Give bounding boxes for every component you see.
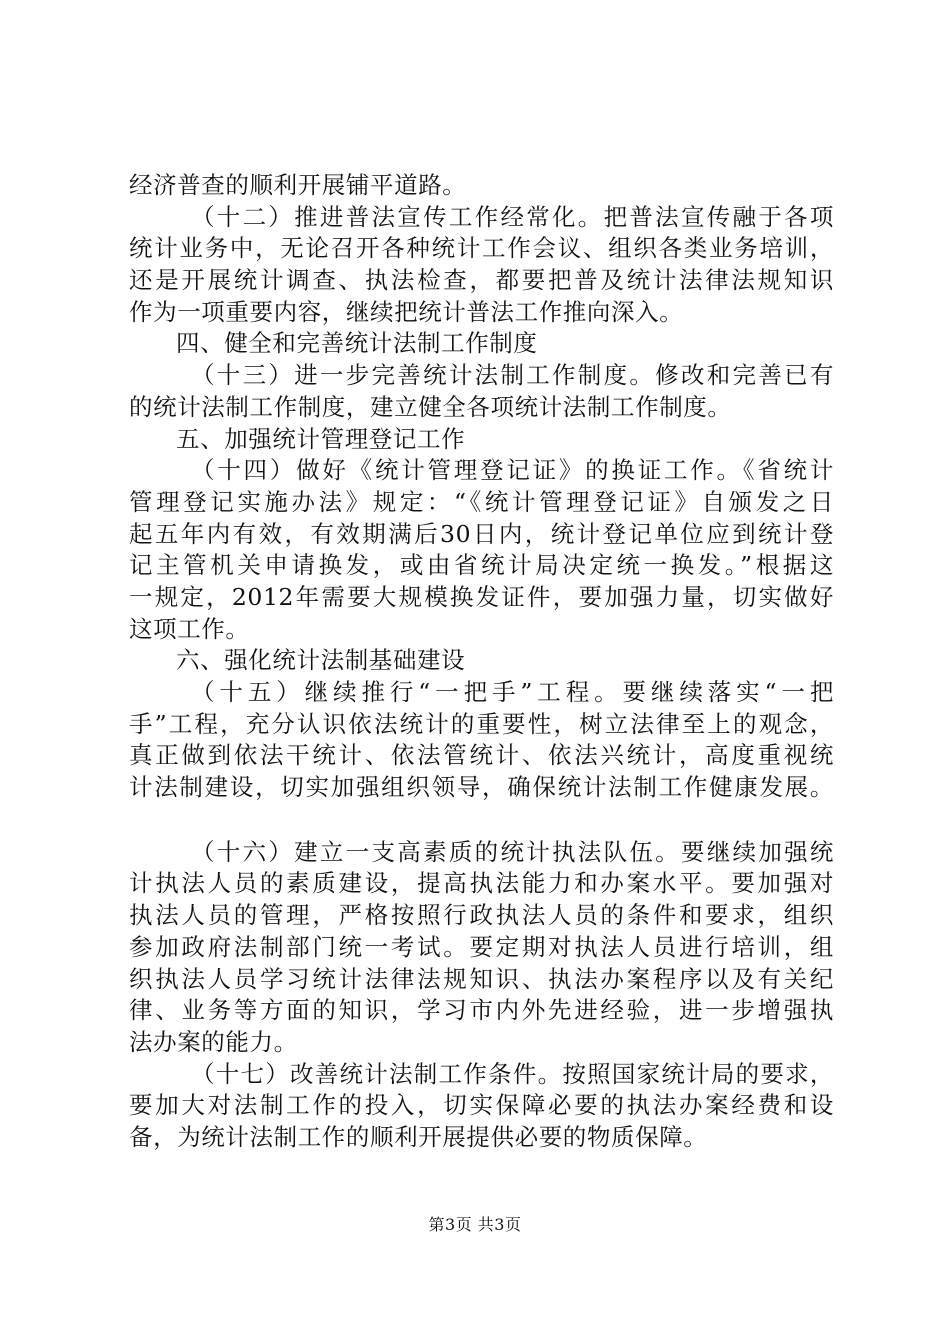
text-line: 管理登记实施办法》规定：“《统计管理登记证》自颁发之日 bbox=[129, 487, 834, 516]
section-heading-6: 六、强化统计法制基础建设 bbox=[176, 646, 466, 675]
paragraph-15-line: （十五）继续推行“一把手”工程。要继续落实“一把 bbox=[191, 678, 834, 706]
text-line: 要加大对法制工作的投入，切实保障必要的执法办案经费和设 bbox=[129, 1091, 834, 1120]
text-line: 还是开展统计调查、执法检查，都要把普及统计法律法规知识 bbox=[129, 266, 834, 295]
text-line: 作为一项重要内容，继续把统计普法工作推向深入。 bbox=[129, 297, 684, 326]
text-line: 手”工程，充分认识依法统计的重要性，树立法律至上的观念， bbox=[129, 709, 834, 738]
paragraph-17-line: （十七）改善统计法制工作条件。按照国家统计局的要求， bbox=[191, 1059, 834, 1088]
text-line: 真正做到依法干统计、依法管统计、依法兴统计，高度重视统 bbox=[129, 741, 834, 770]
text-line: 律、业务等方面的知识，学习市内外先进经验，进一步增强执 bbox=[129, 996, 834, 1025]
text-line: 经济普查的顺利开展铺平道路。 bbox=[129, 171, 467, 199]
text-line: 的统计法制工作制度，建立健全各项统计法制工作制度。 bbox=[129, 392, 732, 421]
paragraph-16-line: （十六）建立一支高素质的统计执法队伍。要继续加强统 bbox=[191, 837, 834, 866]
text-line: 计执法人员的素质建设，提高执法能力和办案水平。要加强对 bbox=[129, 869, 834, 898]
paragraph-14-line: （十四）做好《统计管理登记证》的换证工作。《省统计 bbox=[191, 456, 834, 485]
text-line: 法办案的能力。 bbox=[129, 1027, 298, 1056]
text-line: 备，为统计法制工作的顺利开展提供必要的物质保障。 bbox=[129, 1122, 708, 1151]
text-line: 计法制建设，切实加强组织领导，确保统计法制工作健康发展。 bbox=[129, 773, 834, 802]
section-heading-4: 四、健全和完善统计法制工作制度 bbox=[176, 329, 538, 358]
text-line: 记主管机关申请换发，或由省统计局决定统一换发。”根据这 bbox=[129, 551, 834, 580]
text-line: 执法人员的管理，严格按照行政执法人员的条件和要求，组织 bbox=[129, 901, 834, 930]
paragraph-gap bbox=[129, 804, 834, 837]
section-heading-5: 五、加强统计管理登记工作 bbox=[176, 424, 466, 453]
text-line: 统计业务中，无论召开各种统计工作会议、组织各类业务培训， bbox=[129, 234, 834, 263]
text-line: 一规定，2012年需要大规模换发证件，要加强力量，切实做好 bbox=[129, 582, 834, 611]
page-number-footer: 第3页 共3页 bbox=[428, 1215, 522, 1234]
paragraph-12-line: （十二）推进普法宣传工作经常化。把普法宣传融于各项 bbox=[191, 202, 834, 231]
paragraph-13-line: （十三）进一步完善统计法制工作制度。修改和完善已有 bbox=[191, 361, 834, 390]
text-line: 起五年内有效，有效期满后30日内，统计登记单位应到统计登 bbox=[129, 519, 834, 548]
text-line: 织执法人员学习统计法律法规知识、执法办案程序以及有关纪 bbox=[129, 964, 834, 993]
text-line: 这项工作。 bbox=[129, 614, 250, 643]
document-body bbox=[129, 170, 834, 1154]
text-line: 参加政府法制部门统一考试。要定期对执法人员进行培训，组 bbox=[129, 932, 834, 961]
